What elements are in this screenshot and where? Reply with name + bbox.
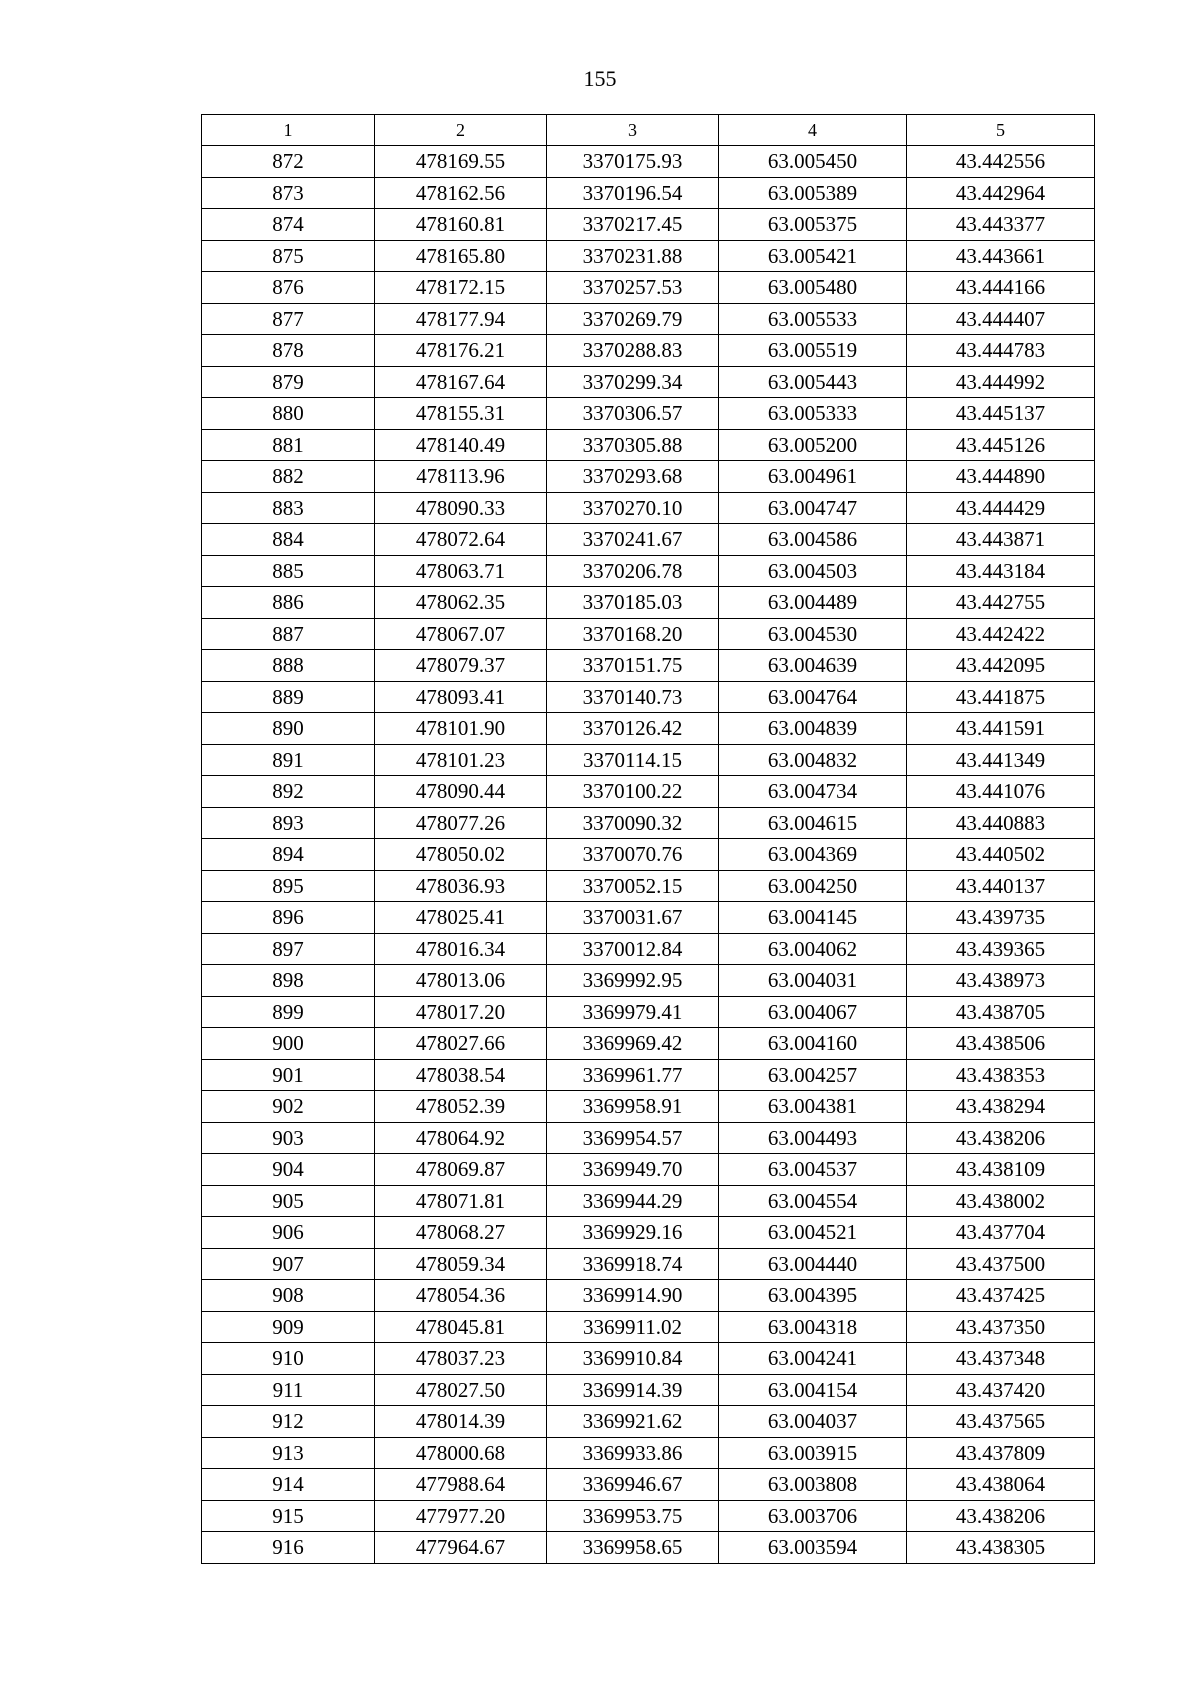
- table-cell-col-4: 63.004062: [719, 933, 907, 965]
- header-cell-4: 4: [719, 115, 907, 146]
- table-cell-col-1: 876: [202, 272, 375, 304]
- table-cell-col-2: 478027.50: [375, 1374, 547, 1406]
- table-cell-col-3: 3369944.29: [547, 1185, 719, 1217]
- table-cell-col-4: 63.005450: [719, 146, 907, 178]
- table-cell-col-4: 63.005480: [719, 272, 907, 304]
- table-cell-col-2: 477977.20: [375, 1500, 547, 1532]
- table-cell-col-4: 63.005421: [719, 240, 907, 272]
- table-cell-col-3: 3370270.10: [547, 492, 719, 524]
- table-cell-col-3: 3370288.83: [547, 335, 719, 367]
- table-cell-col-2: 478036.93: [375, 870, 547, 902]
- table-cell-col-5: 43.442755: [907, 587, 1095, 619]
- table-cell-col-4: 63.004037: [719, 1406, 907, 1438]
- table-cell-col-2: 478113.96: [375, 461, 547, 493]
- table-cell-col-4: 63.004067: [719, 996, 907, 1028]
- table-cell-col-3: 3370090.32: [547, 807, 719, 839]
- table-cell-col-1: 906: [202, 1217, 375, 1249]
- table-row: [202, 1154, 1095, 1186]
- table-cell-col-2: 478037.23: [375, 1343, 547, 1375]
- table-cell-col-4: 63.004395: [719, 1280, 907, 1312]
- table-cell-col-1: 911: [202, 1374, 375, 1406]
- table-cell-col-1: 884: [202, 524, 375, 556]
- table-cell-col-4: 63.004145: [719, 902, 907, 934]
- header-cell-2: 2: [375, 115, 547, 146]
- table-cell-col-1: 879: [202, 366, 375, 398]
- table-cell-col-2: 478093.41: [375, 681, 547, 713]
- table-cell-col-2: 478155.31: [375, 398, 547, 430]
- table-row: [202, 933, 1095, 965]
- table-cell-col-3: 3369914.39: [547, 1374, 719, 1406]
- table-row: [202, 1280, 1095, 1312]
- table-cell-col-1: 896: [202, 902, 375, 934]
- table-cell-col-4: 63.004586: [719, 524, 907, 556]
- table-cell-col-1: 905: [202, 1185, 375, 1217]
- table-cell-col-2: 477988.64: [375, 1469, 547, 1501]
- table-cell-col-1: 883: [202, 492, 375, 524]
- header-cell-3: 3: [547, 115, 719, 146]
- table-cell-col-2: 478052.39: [375, 1091, 547, 1123]
- table-cell-col-3: 3370217.45: [547, 209, 719, 241]
- table-row: [202, 650, 1095, 682]
- table-cell-col-2: 478000.68: [375, 1437, 547, 1469]
- header-row: [202, 115, 1095, 146]
- table-cell-col-5: 43.443184: [907, 555, 1095, 587]
- table-cell-col-4: 63.004839: [719, 713, 907, 745]
- table-cell-col-4: 63.005519: [719, 335, 907, 367]
- table-cell-col-3: 3369979.41: [547, 996, 719, 1028]
- table-cell-col-5: 43.442422: [907, 618, 1095, 650]
- table-cell-col-5: 43.441076: [907, 776, 1095, 808]
- table-row: [202, 272, 1095, 304]
- table-cell-col-3: 3370257.53: [547, 272, 719, 304]
- table-cell-col-5: 43.438206: [907, 1122, 1095, 1154]
- table-cell-col-2: 478165.80: [375, 240, 547, 272]
- table-cell-col-1: 885: [202, 555, 375, 587]
- table-cell-col-3: 3369954.57: [547, 1122, 719, 1154]
- table-cell-col-4: 63.004554: [719, 1185, 907, 1217]
- table-cell-col-3: 3369949.70: [547, 1154, 719, 1186]
- table-cell-col-2: 478063.71: [375, 555, 547, 587]
- table-cell-col-3: 3370299.34: [547, 366, 719, 398]
- table-cell-col-1: 893: [202, 807, 375, 839]
- table-header: [202, 115, 1095, 146]
- table-cell-col-1: 873: [202, 177, 375, 209]
- table-cell-col-3: 3370293.68: [547, 461, 719, 493]
- table-row: [202, 839, 1095, 871]
- table-cell-col-5: 43.445126: [907, 429, 1095, 461]
- table-cell-col-5: 43.444166: [907, 272, 1095, 304]
- table-cell-col-3: 3369929.16: [547, 1217, 719, 1249]
- table-row: [202, 429, 1095, 461]
- table-cell-col-3: 3369969.42: [547, 1028, 719, 1060]
- table-cell-col-2: 478101.90: [375, 713, 547, 745]
- table-cell-col-5: 43.437350: [907, 1311, 1095, 1343]
- table-cell-col-1: 915: [202, 1500, 375, 1532]
- table-cell-col-1: 882: [202, 461, 375, 493]
- table-cell-col-4: 63.004639: [719, 650, 907, 682]
- table-cell-col-3: 3370231.88: [547, 240, 719, 272]
- table-cell-col-5: 43.439365: [907, 933, 1095, 965]
- table-row: [202, 618, 1095, 650]
- table-cell-col-4: 63.005443: [719, 366, 907, 398]
- table-cell-col-3: 3370100.22: [547, 776, 719, 808]
- table-cell-col-3: 3369953.75: [547, 1500, 719, 1532]
- table-cell-col-2: 478064.92: [375, 1122, 547, 1154]
- table-row: [202, 209, 1095, 241]
- table-cell-col-4: 63.004154: [719, 1374, 907, 1406]
- table-cell-col-1: 881: [202, 429, 375, 461]
- table-row: [202, 776, 1095, 808]
- table-row: [202, 1437, 1095, 1469]
- table-cell-col-1: 875: [202, 240, 375, 272]
- table-cell-col-5: 43.443871: [907, 524, 1095, 556]
- table-cell-col-2: 478160.81: [375, 209, 547, 241]
- table-cell-col-4: 63.004440: [719, 1248, 907, 1280]
- table-cell-col-2: 478069.87: [375, 1154, 547, 1186]
- table-row: [202, 1311, 1095, 1343]
- table-cell-col-2: 478068.27: [375, 1217, 547, 1249]
- table-cell-col-1: 899: [202, 996, 375, 1028]
- table-row: [202, 996, 1095, 1028]
- table-cell-col-4: 63.004832: [719, 744, 907, 776]
- table-cell-col-2: 478072.64: [375, 524, 547, 556]
- table-row: [202, 1217, 1095, 1249]
- table-cell-col-3: 3370241.67: [547, 524, 719, 556]
- table-cell-col-3: 3369921.62: [547, 1406, 719, 1438]
- table-cell-col-2: 478172.15: [375, 272, 547, 304]
- table-cell-col-5: 43.442556: [907, 146, 1095, 178]
- table-cell-col-2: 478071.81: [375, 1185, 547, 1217]
- table-cell-col-1: 887: [202, 618, 375, 650]
- table-cell-col-5: 43.441349: [907, 744, 1095, 776]
- table-cell-col-5: 43.444992: [907, 366, 1095, 398]
- table-cell-col-4: 63.004489: [719, 587, 907, 619]
- table-row: [202, 240, 1095, 272]
- table-cell-col-1: 889: [202, 681, 375, 713]
- table-cell-col-2: 478067.07: [375, 618, 547, 650]
- table-row: [202, 870, 1095, 902]
- table-row: [202, 965, 1095, 997]
- table-cell-col-2: 478077.26: [375, 807, 547, 839]
- table-cell-col-1: 913: [202, 1437, 375, 1469]
- table-cell-col-4: 63.004734: [719, 776, 907, 808]
- table-cell-col-1: 907: [202, 1248, 375, 1280]
- table-cell-col-4: 63.004747: [719, 492, 907, 524]
- table-cell-col-3: 3370031.67: [547, 902, 719, 934]
- table-cell-col-1: 886: [202, 587, 375, 619]
- table-cell-col-1: 902: [202, 1091, 375, 1123]
- table-cell-col-2: 478017.20: [375, 996, 547, 1028]
- table-cell-col-2: 478090.33: [375, 492, 547, 524]
- table-row: [202, 524, 1095, 556]
- table-cell-col-2: 478090.44: [375, 776, 547, 808]
- table-cell-col-4: 63.004615: [719, 807, 907, 839]
- table-cell-col-3: 3369958.65: [547, 1532, 719, 1564]
- page-number: 155: [583, 66, 617, 91]
- table-cell-col-5: 43.438506: [907, 1028, 1095, 1060]
- table-cell-col-4: 63.004369: [719, 839, 907, 871]
- table-cell-col-1: 910: [202, 1343, 375, 1375]
- table-row: [202, 807, 1095, 839]
- table-cell-col-3: 3370052.15: [547, 870, 719, 902]
- table-cell-col-4: 63.004257: [719, 1059, 907, 1091]
- table-cell-col-4: 63.003808: [719, 1469, 907, 1501]
- table-row: [202, 1059, 1095, 1091]
- table-cell-col-5: 43.444407: [907, 303, 1095, 335]
- table-row: [202, 902, 1095, 934]
- table-cell-col-3: 3370070.76: [547, 839, 719, 871]
- table-cell-col-1: 909: [202, 1311, 375, 1343]
- table-cell-col-5: 43.438973: [907, 965, 1095, 997]
- table-cell-col-4: 63.003706: [719, 1500, 907, 1532]
- table-cell-col-2: 478045.81: [375, 1311, 547, 1343]
- table-cell-col-2: 478059.34: [375, 1248, 547, 1280]
- table-cell-col-4: 63.004241: [719, 1343, 907, 1375]
- table-cell-col-1: 888: [202, 650, 375, 682]
- table-row: [202, 713, 1095, 745]
- table-cell-col-5: 43.438109: [907, 1154, 1095, 1186]
- table-cell-col-5: 43.440502: [907, 839, 1095, 871]
- table-row: [202, 366, 1095, 398]
- table-cell-col-5: 43.444429: [907, 492, 1095, 524]
- table-row: [202, 1374, 1095, 1406]
- table-row: [202, 555, 1095, 587]
- table-cell-col-2: 478169.55: [375, 146, 547, 178]
- table-row: [202, 146, 1095, 178]
- table-cell-col-5: 43.445137: [907, 398, 1095, 430]
- table-cell-col-3: 3370206.78: [547, 555, 719, 587]
- table-cell-col-1: 874: [202, 209, 375, 241]
- table-cell-col-3: 3369958.91: [547, 1091, 719, 1123]
- table-cell-col-5: 43.438705: [907, 996, 1095, 1028]
- table-row: [202, 1185, 1095, 1217]
- table-cell-col-4: 63.004521: [719, 1217, 907, 1249]
- table-cell-col-3: 3369911.02: [547, 1311, 719, 1343]
- table-cell-col-3: 3370196.54: [547, 177, 719, 209]
- table-row: [202, 492, 1095, 524]
- table-cell-col-3: 3369992.95: [547, 965, 719, 997]
- table-cell-col-1: 898: [202, 965, 375, 997]
- table-cell-col-1: 897: [202, 933, 375, 965]
- table-cell-col-5: 43.437348: [907, 1343, 1095, 1375]
- table-cell-col-2: 478038.54: [375, 1059, 547, 1091]
- table-cell-col-2: 478062.35: [375, 587, 547, 619]
- table-cell-col-2: 478014.39: [375, 1406, 547, 1438]
- table-cell-col-3: 3370175.93: [547, 146, 719, 178]
- header-cell-5: 5: [907, 115, 1095, 146]
- table-cell-col-2: 478050.02: [375, 839, 547, 871]
- table-cell-col-5: 43.437704: [907, 1217, 1095, 1249]
- table-cell-col-1: 878: [202, 335, 375, 367]
- table-cell-col-4: 63.005333: [719, 398, 907, 430]
- table-cell-col-5: 43.443661: [907, 240, 1095, 272]
- table-cell-col-1: 877: [202, 303, 375, 335]
- table-cell-col-4: 63.004764: [719, 681, 907, 713]
- table-cell-col-3: 3370168.20: [547, 618, 719, 650]
- table-cell-col-2: 478177.94: [375, 303, 547, 335]
- table-row: [202, 1248, 1095, 1280]
- table-cell-col-2: 478140.49: [375, 429, 547, 461]
- table-cell-col-2: 478079.37: [375, 650, 547, 682]
- table-cell-col-1: 892: [202, 776, 375, 808]
- table-cell-col-5: 43.437425: [907, 1280, 1095, 1312]
- table-cell-col-1: 894: [202, 839, 375, 871]
- table-cell-col-4: 63.004961: [719, 461, 907, 493]
- table-cell-col-4: 63.004493: [719, 1122, 907, 1154]
- table-row: [202, 744, 1095, 776]
- header-cell-1: 1: [202, 115, 375, 146]
- table-row: [202, 461, 1095, 493]
- table-row: [202, 303, 1095, 335]
- table-cell-col-1: 914: [202, 1469, 375, 1501]
- table-cell-col-4: 63.004160: [719, 1028, 907, 1060]
- table-cell-col-1: 880: [202, 398, 375, 430]
- table-cell-col-5: 43.444783: [907, 335, 1095, 367]
- table-cell-col-3: 3369961.77: [547, 1059, 719, 1091]
- table-row: [202, 1122, 1095, 1154]
- table-cell-col-5: 43.444890: [907, 461, 1095, 493]
- table-cell-col-4: 63.004031: [719, 965, 907, 997]
- table-cell-col-4: 63.004530: [719, 618, 907, 650]
- table-cell-col-1: 908: [202, 1280, 375, 1312]
- table-cell-col-5: 43.442095: [907, 650, 1095, 682]
- coordinates-table: [201, 114, 1095, 1564]
- table-cell-col-1: 904: [202, 1154, 375, 1186]
- table-cell-col-3: 3370114.15: [547, 744, 719, 776]
- table-row: [202, 681, 1095, 713]
- table-cell-col-3: 3369918.74: [547, 1248, 719, 1280]
- table-cell-col-5: 43.438294: [907, 1091, 1095, 1123]
- table-row: [202, 1500, 1095, 1532]
- table-cell-col-4: 63.005200: [719, 429, 907, 461]
- table-cell-col-2: 478027.66: [375, 1028, 547, 1060]
- table-cell-col-2: 478025.41: [375, 902, 547, 934]
- table-cell-col-1: 912: [202, 1406, 375, 1438]
- table-cell-col-5: 43.438206: [907, 1500, 1095, 1532]
- table-cell-col-5: 43.443377: [907, 209, 1095, 241]
- table-cell-col-5: 43.438353: [907, 1059, 1095, 1091]
- table-cell-col-3: 3369933.86: [547, 1437, 719, 1469]
- table-cell-col-4: 63.004318: [719, 1311, 907, 1343]
- table-row: [202, 1343, 1095, 1375]
- table-cell-col-5: 43.438002: [907, 1185, 1095, 1217]
- table-cell-col-4: 63.004250: [719, 870, 907, 902]
- table-cell-col-3: 3370126.42: [547, 713, 719, 745]
- table-cell-col-3: 3369910.84: [547, 1343, 719, 1375]
- table-cell-col-5: 43.441875: [907, 681, 1095, 713]
- table-cell-col-2: 478162.56: [375, 177, 547, 209]
- table-cell-col-5: 43.438305: [907, 1532, 1095, 1564]
- table-cell-col-3: 3370151.75: [547, 650, 719, 682]
- table-cell-col-5: 43.437809: [907, 1437, 1095, 1469]
- table-row: [202, 335, 1095, 367]
- table-body: [202, 146, 1095, 1564]
- table-cell-col-1: 890: [202, 713, 375, 745]
- table-cell-col-4: 63.005375: [719, 209, 907, 241]
- table-cell-col-3: 3369946.67: [547, 1469, 719, 1501]
- table-cell-col-2: 478167.64: [375, 366, 547, 398]
- table-cell-col-4: 63.003594: [719, 1532, 907, 1564]
- table-cell-col-5: 43.440137: [907, 870, 1095, 902]
- table-cell-col-2: 478176.21: [375, 335, 547, 367]
- table-cell-col-3: 3369914.90: [547, 1280, 719, 1312]
- table-row: [202, 398, 1095, 430]
- table-cell-col-1: 891: [202, 744, 375, 776]
- table-cell-col-4: 63.005533: [719, 303, 907, 335]
- table-cell-col-1: 901: [202, 1059, 375, 1091]
- table-row: [202, 1406, 1095, 1438]
- table-cell-col-5: 43.440883: [907, 807, 1095, 839]
- table-cell-col-2: 478054.36: [375, 1280, 547, 1312]
- table-cell-col-4: 63.004537: [719, 1154, 907, 1186]
- table-cell-col-3: 3370185.03: [547, 587, 719, 619]
- table-cell-col-1: 900: [202, 1028, 375, 1060]
- table-cell-col-2: 478101.23: [375, 744, 547, 776]
- table-cell-col-2: 477964.67: [375, 1532, 547, 1564]
- table-cell-col-5: 43.437420: [907, 1374, 1095, 1406]
- table-cell-col-2: 478016.34: [375, 933, 547, 965]
- table-row: [202, 177, 1095, 209]
- table-cell-col-5: 43.441591: [907, 713, 1095, 745]
- table-cell-col-4: 63.004503: [719, 555, 907, 587]
- table-cell-col-5: 43.439735: [907, 902, 1095, 934]
- table-cell-col-2: 478013.06: [375, 965, 547, 997]
- table-cell-col-5: 43.437565: [907, 1406, 1095, 1438]
- table-cell-col-3: 3370306.57: [547, 398, 719, 430]
- table-cell-col-1: 895: [202, 870, 375, 902]
- table-row: [202, 587, 1095, 619]
- table-cell-col-3: 3370012.84: [547, 933, 719, 965]
- table-cell-col-3: 3370305.88: [547, 429, 719, 461]
- table-cell-col-4: 63.003915: [719, 1437, 907, 1469]
- table-row: [202, 1091, 1095, 1123]
- table-cell-col-4: 63.004381: [719, 1091, 907, 1123]
- table-cell-col-4: 63.005389: [719, 177, 907, 209]
- table-cell-col-3: 3370140.73: [547, 681, 719, 713]
- table-cell-col-5: 43.437500: [907, 1248, 1095, 1280]
- table-row: [202, 1028, 1095, 1060]
- table-row: [202, 1532, 1095, 1564]
- table-row: [202, 1469, 1095, 1501]
- table-cell-col-1: 872: [202, 146, 375, 178]
- table-cell-col-3: 3370269.79: [547, 303, 719, 335]
- table-cell-col-5: 43.442964: [907, 177, 1095, 209]
- table-cell-col-1: 903: [202, 1122, 375, 1154]
- table-cell-col-5: 43.438064: [907, 1469, 1095, 1501]
- table-cell-col-1: 916: [202, 1532, 375, 1564]
